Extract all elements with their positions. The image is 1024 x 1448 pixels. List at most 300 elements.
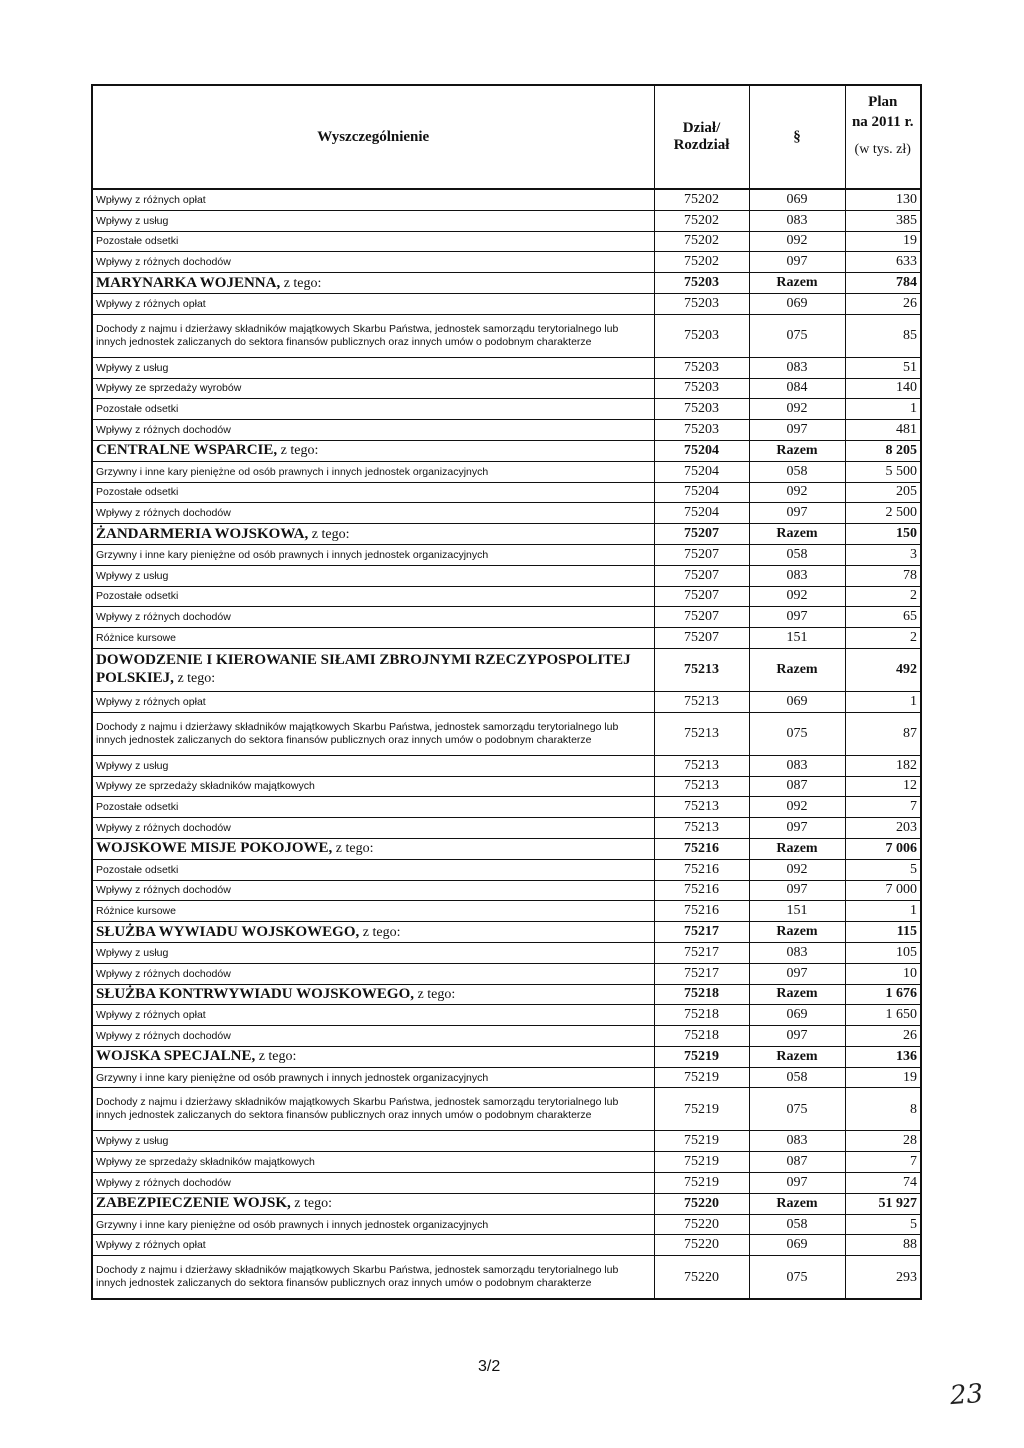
- row-paragraph-text: 083: [786, 944, 808, 960]
- row-plan-value: [845, 231, 921, 252]
- row-dzial: [654, 357, 749, 378]
- row-plan-value-text: 385: [896, 212, 917, 228]
- table-row: [92, 544, 921, 565]
- row-description: [92, 252, 654, 273]
- row-dzial-text: 75219: [684, 1154, 719, 1170]
- row-paragraph-text: Razem: [776, 986, 818, 1002]
- row-description: [92, 712, 654, 755]
- row-plan-value: [845, 544, 921, 565]
- row-paragraph: [749, 922, 845, 943]
- row-dzial-text: 75202: [684, 233, 719, 249]
- row-dzial: [654, 273, 749, 294]
- row-dzial-text: 75216: [684, 882, 719, 898]
- row-description: [92, 1173, 654, 1194]
- row-description-suffix: z tego:: [173, 671, 216, 687]
- table-row: [92, 1235, 921, 1256]
- row-description: [92, 440, 654, 461]
- row-plan-value-text: 2 500: [885, 505, 917, 521]
- row-paragraph-text: 097: [786, 609, 808, 625]
- row-plan-value: [845, 984, 921, 1005]
- row-description: [92, 607, 654, 628]
- row-description-text: ZABEZPIECZENIE WOJSK,: [96, 1195, 291, 1212]
- row-paragraph: [749, 1152, 845, 1173]
- row-dzial: [654, 648, 749, 691]
- row-description-text: Wpływy z różnych dochodów: [96, 424, 231, 437]
- row-description-text: Wpływy z różnych dochodów: [96, 507, 231, 520]
- section-header-row: [92, 648, 921, 691]
- row-paragraph: [749, 273, 845, 294]
- row-plan-value-text: 7 006: [885, 840, 917, 856]
- row-dzial-text: 75203: [684, 422, 719, 438]
- row-description: [92, 231, 654, 252]
- header-plan: [845, 85, 921, 189]
- row-paragraph-text: 069: [786, 1237, 808, 1253]
- row-paragraph: [749, 901, 845, 922]
- row-plan-value-text: 136: [896, 1048, 917, 1064]
- row-paragraph: [749, 524, 845, 545]
- handwritten-mark: 23: [948, 1378, 985, 1412]
- row-plan-value: [845, 1193, 921, 1214]
- row-dzial: [654, 314, 749, 357]
- row-dzial-text: 75207: [684, 546, 719, 562]
- row-plan-value: [845, 712, 921, 755]
- row-description-text: Wpływy z różnych opłat: [96, 193, 206, 206]
- row-paragraph-text: 151: [786, 630, 808, 646]
- row-description-text: Pozostałe odsetki: [96, 403, 179, 416]
- row-description-text: WOJSKOWE MISJE POKOJOWE,: [96, 840, 333, 857]
- row-dzial-text: 75203: [684, 328, 719, 344]
- row-description-text: Wpływy z różnych dochodów: [96, 967, 231, 980]
- row-description-text: Wpływy z usług: [96, 569, 169, 582]
- row-dzial: [654, 440, 749, 461]
- row-plan-value: [845, 1256, 921, 1300]
- row-paragraph-text: 058: [786, 546, 808, 562]
- row-paragraph: [749, 776, 845, 797]
- row-description-text: Pozostałe odsetki: [96, 863, 179, 876]
- row-description: [92, 859, 654, 880]
- row-plan-value: [845, 1214, 921, 1235]
- row-paragraph-text: 092: [786, 861, 808, 877]
- row-plan-value: [845, 524, 921, 545]
- row-plan-value-text: 74: [903, 1174, 917, 1190]
- row-paragraph-text: 075: [786, 726, 808, 742]
- row-dzial: [654, 1214, 749, 1235]
- row-description: [92, 648, 654, 691]
- row-description: [92, 314, 654, 357]
- row-dzial: [654, 1173, 749, 1194]
- row-description: [92, 755, 654, 776]
- row-paragraph: [749, 1046, 845, 1067]
- row-paragraph-text: 092: [786, 799, 808, 815]
- row-plan-value-text: 19: [903, 233, 917, 249]
- row-plan-value: [845, 942, 921, 963]
- row-dzial: [654, 544, 749, 565]
- budget-table: [91, 84, 922, 1300]
- row-paragraph: [749, 712, 845, 755]
- table-row: [92, 399, 921, 420]
- row-description-text: Pozostałe odsetki: [96, 590, 179, 603]
- row-description-text: Wpływy ze sprzedaży składników majątkowych: [96, 1156, 315, 1169]
- row-description: [92, 1005, 654, 1026]
- table-row: [92, 231, 921, 252]
- row-description-text: Różnice kursowe: [96, 905, 176, 918]
- row-dzial-text: 75216: [684, 840, 719, 856]
- row-plan-value: [845, 1235, 921, 1256]
- table-row: [92, 859, 921, 880]
- row-description-text: Grzywny i inne kary pieniężne od osób prawnych i innych jednostek organizacyjnych: [96, 548, 489, 561]
- row-paragraph-text: 058: [786, 1216, 808, 1232]
- row-dzial-text: 75217: [684, 924, 719, 939]
- row-dzial: [654, 210, 749, 231]
- row-plan-value-text: 205: [896, 484, 917, 500]
- row-plan-value-text: 1: [910, 693, 917, 709]
- header-dzial-line2: Rozdział: [673, 137, 730, 153]
- row-dzial-text: 75207: [684, 609, 719, 625]
- row-paragraph-text: Razem: [776, 662, 818, 678]
- row-plan-value-text: 8 205: [885, 442, 917, 458]
- row-paragraph-text: 083: [786, 359, 808, 375]
- row-dzial: [654, 963, 749, 984]
- row-dzial-text: 75204: [684, 463, 719, 479]
- table-row: [92, 189, 921, 210]
- row-description: [92, 1235, 654, 1256]
- table-row: [92, 1256, 921, 1300]
- row-dzial: [654, 1235, 749, 1256]
- row-plan-value: [845, 1005, 921, 1026]
- table-row: [92, 420, 921, 441]
- table-row: [92, 1067, 921, 1088]
- row-description-text: Różnice kursowe: [96, 632, 176, 645]
- row-paragraph-text: Razem: [776, 442, 818, 458]
- row-plan-value-text: 492: [896, 662, 917, 678]
- row-dzial: [654, 524, 749, 545]
- row-dzial: [654, 252, 749, 273]
- row-plan-value-text: 1 676: [885, 986, 917, 1002]
- row-plan-value: [845, 314, 921, 357]
- row-dzial-text: 75207: [684, 588, 719, 604]
- row-plan-value-text: 1: [910, 903, 917, 919]
- row-dzial-text: 75218: [684, 1027, 719, 1043]
- row-dzial-text: 75213: [684, 662, 719, 678]
- row-dzial: [654, 776, 749, 797]
- row-dzial: [654, 1193, 749, 1214]
- row-dzial-text: 75217: [684, 944, 719, 960]
- row-dzial-text: 75203: [684, 359, 719, 375]
- row-description-text: Wpływy z usług: [96, 214, 169, 227]
- row-plan-value-text: 7: [910, 799, 917, 815]
- row-plan-value-text: 78: [903, 567, 917, 583]
- row-paragraph: [749, 544, 845, 565]
- row-plan-value-text: 19: [903, 1069, 917, 1085]
- row-description-text: Grzywny i inne kary pieniężne od osób prawnych i innych jednostek organizacyjnych: [96, 1071, 489, 1084]
- row-description: [92, 210, 654, 231]
- row-description-text: Pozostałe odsetki: [96, 486, 179, 499]
- row-plan-value: [845, 628, 921, 649]
- row-plan-value-text: 5: [910, 1216, 917, 1232]
- row-paragraph-text: Razem: [776, 840, 818, 856]
- row-paragraph-text: 097: [786, 422, 808, 438]
- table-row: [92, 1005, 921, 1026]
- row-dzial-text: 75217: [684, 965, 719, 981]
- row-dzial-text: 75219: [684, 1069, 719, 1085]
- row-dzial-text: 75218: [684, 1007, 719, 1023]
- row-paragraph: [749, 607, 845, 628]
- row-description: [92, 357, 654, 378]
- row-plan-value-text: 115: [896, 924, 917, 939]
- row-description-text: CENTRALNE WSPARCIE,: [96, 442, 278, 459]
- row-description-text: Wpływy z różnych dochodów: [96, 611, 231, 624]
- page-number: 3/2: [478, 1358, 501, 1375]
- row-description-text: Wpływy z różnych dochodów: [96, 1176, 231, 1189]
- section-header-row: [92, 1193, 921, 1214]
- row-plan-value-text: 150: [896, 526, 917, 542]
- row-description-text: Pozostałe odsetki: [96, 235, 179, 248]
- row-plan-value: [845, 776, 921, 797]
- row-description: [92, 378, 654, 399]
- row-plan-value-text: 51: [903, 359, 917, 375]
- row-plan-value: [845, 691, 921, 712]
- row-description-text: WOJSKA SPECJALNE,: [96, 1048, 256, 1065]
- row-plan-value: [845, 1131, 921, 1152]
- row-plan-value: [845, 1046, 921, 1067]
- row-plan-value-text: 51 927: [878, 1195, 917, 1211]
- row-dzial: [654, 797, 749, 818]
- row-description: [92, 942, 654, 963]
- row-paragraph-text: 097: [786, 965, 808, 981]
- table-row: [92, 1173, 921, 1194]
- row-description-text: SŁUŻBA WYWIADU WOJSKOWEGO,: [96, 923, 360, 940]
- row-plan-value: [845, 797, 921, 818]
- row-description-text: Wpływy ze sprzedaży składników majątkowych: [96, 780, 315, 793]
- row-dzial: [654, 691, 749, 712]
- row-plan-value-text: 26: [903, 295, 917, 311]
- row-dzial-text: 75220: [684, 1216, 719, 1232]
- header-plan-unit: (w tys. zł): [854, 142, 911, 157]
- row-dzial: [654, 942, 749, 963]
- row-dzial-text: 75202: [684, 254, 719, 270]
- row-description-text: Wpływy z różnych opłat: [96, 1239, 206, 1252]
- table-row: [92, 252, 921, 273]
- row-dzial: [654, 838, 749, 859]
- row-plan-value: [845, 648, 921, 691]
- row-description-text: Wpływy z usług: [96, 759, 169, 772]
- row-dzial: [654, 231, 749, 252]
- row-paragraph-text: 097: [786, 882, 808, 898]
- section-header-row: [92, 1046, 921, 1067]
- row-dzial: [654, 922, 749, 943]
- table-row: [92, 314, 921, 357]
- row-paragraph: [749, 378, 845, 399]
- row-description-text: Wpływy z różnych opłat: [96, 695, 206, 708]
- row-description-text: Wpływy z różnych dochodów: [96, 256, 231, 269]
- row-description: [92, 420, 654, 441]
- row-dzial-text: 75220: [684, 1237, 719, 1253]
- row-paragraph-text: 097: [786, 1027, 808, 1043]
- row-description-text: Wpływy ze sprzedaży wyrobów: [96, 382, 242, 395]
- row-plan-value-text: 65: [903, 609, 917, 625]
- row-paragraph: [749, 210, 845, 231]
- row-paragraph: [749, 942, 845, 963]
- row-description-text: Wpływy z usług: [96, 946, 169, 959]
- row-plan-value-text: 12: [903, 778, 917, 794]
- row-description: [92, 797, 654, 818]
- row-dzial-text: 75204: [684, 505, 719, 521]
- table-row: [92, 503, 921, 524]
- row-plan-value-text: 88: [903, 1237, 917, 1253]
- table-row: [92, 1152, 921, 1173]
- table-row: [92, 1026, 921, 1047]
- row-plan-value: [845, 252, 921, 273]
- header-paragraph: [749, 85, 845, 189]
- section-header-row: [92, 524, 921, 545]
- row-dzial: [654, 984, 749, 1005]
- row-plan-value-text: 3: [910, 546, 917, 562]
- row-plan-value-text: 87: [903, 726, 917, 742]
- row-plan-value-text: 5 500: [885, 463, 917, 479]
- row-description-text: Wpływy z różnych opłat: [96, 1009, 206, 1022]
- row-description: [92, 399, 654, 420]
- row-description: [92, 503, 654, 524]
- row-description-text: SŁUŻBA KONTRWYWIADU WOJSKOWEGO,: [96, 985, 415, 1002]
- row-paragraph: [749, 420, 845, 441]
- row-dzial: [654, 880, 749, 901]
- table-row: [92, 963, 921, 984]
- row-description: [92, 880, 654, 901]
- row-paragraph: [749, 231, 845, 252]
- row-description-text: ŻANDARMERIA WOJSKOWA,: [96, 525, 309, 542]
- row-dzial: [654, 901, 749, 922]
- row-paragraph: [749, 189, 845, 210]
- row-dzial-text: 75219: [684, 1101, 719, 1117]
- row-plan-value: [845, 818, 921, 839]
- table-row: [92, 712, 921, 755]
- row-paragraph: [749, 565, 845, 586]
- row-paragraph-text: 069: [786, 295, 808, 311]
- table-row: [92, 586, 921, 607]
- row-paragraph: [749, 440, 845, 461]
- row-paragraph: [749, 252, 845, 273]
- row-paragraph-text: 083: [786, 1133, 808, 1149]
- row-description: [92, 1046, 654, 1067]
- row-dzial: [654, 399, 749, 420]
- table-row: [92, 461, 921, 482]
- row-dzial-text: 75216: [684, 861, 719, 877]
- table-row: [92, 691, 921, 712]
- table-row: [92, 565, 921, 586]
- row-paragraph-text: 092: [786, 401, 808, 417]
- row-paragraph: [749, 503, 845, 524]
- row-paragraph: [749, 293, 845, 314]
- row-plan-value-text: 105: [896, 944, 917, 960]
- row-plan-value-text: 8: [910, 1101, 917, 1117]
- row-plan-value: [845, 482, 921, 503]
- row-plan-value: [845, 901, 921, 922]
- row-plan-value-text: 140: [896, 380, 917, 396]
- row-plan-value: [845, 1152, 921, 1173]
- table-body: [92, 189, 921, 1299]
- row-description: [92, 691, 654, 712]
- row-paragraph: [749, 1088, 845, 1131]
- table-row: [92, 755, 921, 776]
- row-dzial: [654, 503, 749, 524]
- table-row: [92, 378, 921, 399]
- row-paragraph-text: 092: [786, 484, 808, 500]
- row-plan-value-text: 203: [896, 820, 917, 836]
- row-description-text: Wpływy z usług: [96, 1135, 169, 1148]
- row-plan-value-text: 293: [896, 1269, 917, 1285]
- row-description-suffix: z tego:: [308, 526, 350, 542]
- row-dzial-text: 75220: [684, 1195, 719, 1211]
- row-description: [92, 189, 654, 210]
- row-paragraph: [749, 461, 845, 482]
- row-paragraph: [749, 1235, 845, 1256]
- row-plan-value-text: 2: [910, 630, 917, 646]
- row-description-suffix: z tego:: [414, 986, 456, 1002]
- row-plan-value: [845, 1088, 921, 1131]
- table-row: [92, 1131, 921, 1152]
- section-header-row: [92, 273, 921, 294]
- table-row: [92, 880, 921, 901]
- row-dzial: [654, 1152, 749, 1173]
- row-dzial-text: 75204: [684, 484, 719, 500]
- row-dzial-text: 75220: [684, 1269, 719, 1285]
- row-plan-value: [845, 607, 921, 628]
- row-description: [92, 901, 654, 922]
- row-plan-value: [845, 378, 921, 399]
- row-plan-value: [845, 586, 921, 607]
- row-description: [92, 776, 654, 797]
- row-description: [92, 628, 654, 649]
- row-description: [92, 1193, 654, 1214]
- row-plan-value-text: 1: [910, 401, 917, 417]
- row-paragraph-text: 092: [786, 233, 808, 249]
- row-dzial-text: 75218: [684, 986, 719, 1002]
- row-paragraph-text: Razem: [776, 1195, 818, 1211]
- row-dzial-text: 75207: [684, 526, 719, 542]
- row-paragraph-text: 075: [786, 328, 808, 344]
- row-plan-value: [845, 1173, 921, 1194]
- row-dzial: [654, 461, 749, 482]
- row-plan-value: [845, 1026, 921, 1047]
- row-paragraph: [749, 963, 845, 984]
- row-dzial: [654, 712, 749, 755]
- row-description-text: Dochody z najmu i dzierżawy składników majątkowych Skarbu Państwa, jednostek samorządu terytorialnego lub innych jednostek zaliczanych do sektora finansów publicznych oraz innych umów o podobnym charakterze: [96, 322, 619, 348]
- row-paragraph-text: 075: [786, 1101, 808, 1117]
- row-dzial: [654, 818, 749, 839]
- table-row: [92, 1088, 921, 1131]
- row-description-text: Wpływy z różnych dochodów: [96, 822, 231, 835]
- row-plan-value-text: 85: [903, 328, 917, 344]
- row-paragraph-text: 083: [786, 567, 808, 583]
- row-dzial: [654, 378, 749, 399]
- row-description: [92, 838, 654, 859]
- row-paragraph-text: 087: [786, 778, 808, 794]
- row-paragraph: [749, 648, 845, 691]
- row-plan-value: [845, 838, 921, 859]
- row-dzial-text: 75203: [684, 380, 719, 396]
- row-description: [92, 1067, 654, 1088]
- row-description-text: Wpływy z różnych opłat: [96, 297, 206, 310]
- row-dzial-text: 75213: [684, 726, 719, 742]
- row-plan-value: [845, 357, 921, 378]
- row-description-text: Dochody z najmu i dzierżawy składników majątkowych Skarbu Państwa, jednostek samorządu terytorialnego lub innych jednostek zaliczanych do sektora finansów publicznych oraz innych umów o podobnym charakterze: [96, 1096, 619, 1122]
- row-description: [92, 1256, 654, 1300]
- row-description: [92, 565, 654, 586]
- row-plan-value-text: 633: [896, 254, 917, 270]
- row-description: [92, 482, 654, 503]
- row-paragraph: [749, 1005, 845, 1026]
- row-dzial-text: 75202: [684, 191, 719, 207]
